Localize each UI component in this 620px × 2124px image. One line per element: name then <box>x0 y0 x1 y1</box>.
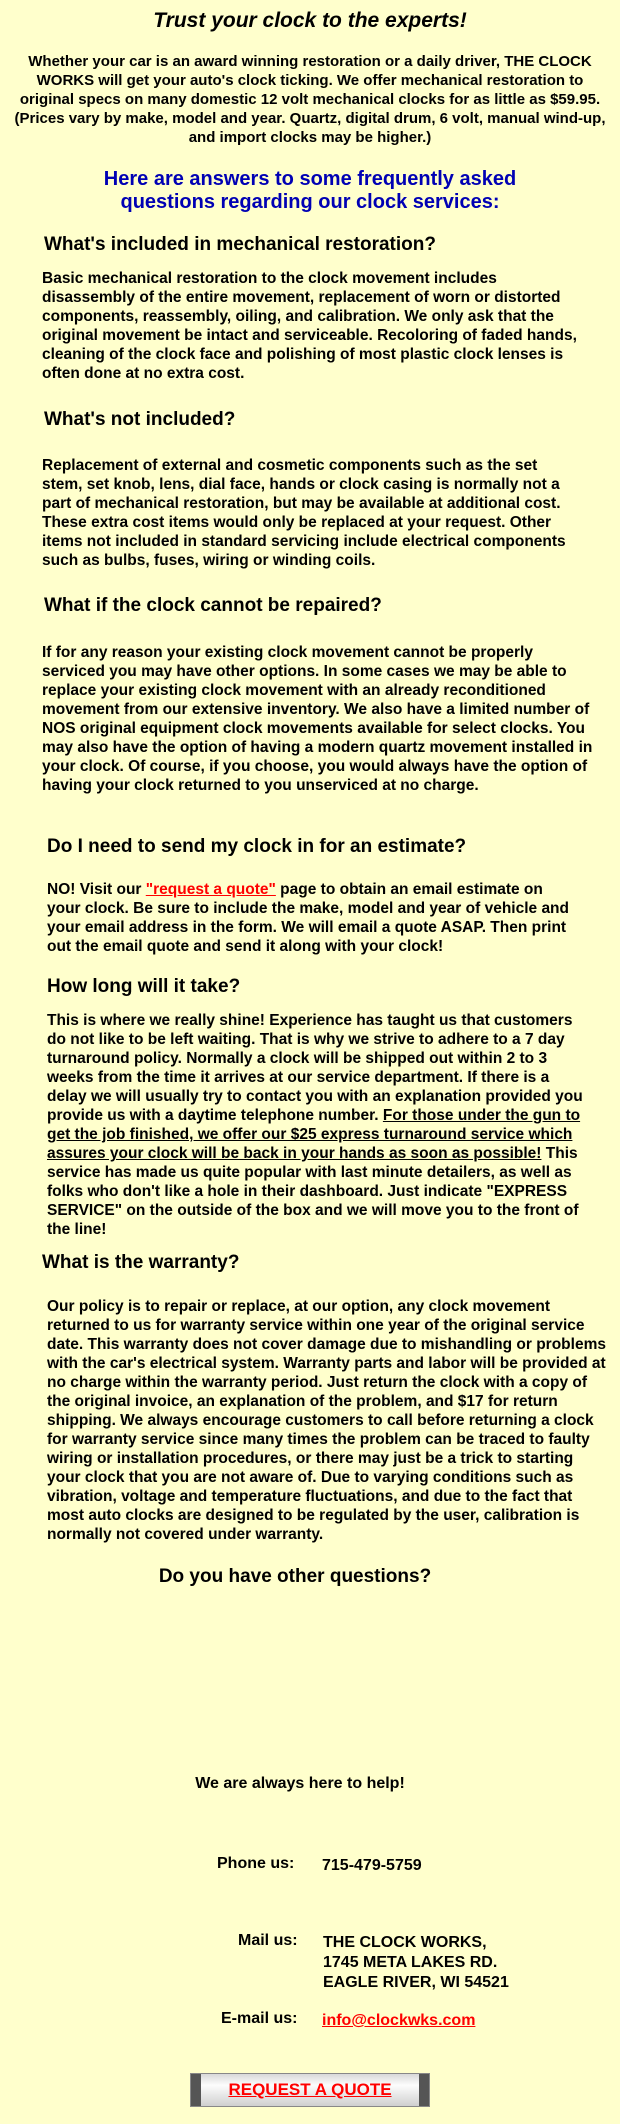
page-title: Trust your clock to the experts! <box>153 9 467 32</box>
email-label: E-mail us: <box>221 2010 298 2027</box>
question-warranty: What is the warranty? <box>42 1252 240 1273</box>
answer-warranty: Our policy is to repair or replace, at our option, any clock movement returned to us for warranty service within one year of the original service date. This warranty does not cover damage due to mishandling or problems with the car's electrical system. Warranty parts and labor will be provided at no charge within the warranty period. Just return the clock with a copy of the original invoice, an explanation of the problem, and $17 for return shipping. We always encourage customers to call before returning a clock for warranty service since many times the problem can be traced to faulty wiring or installation procedures, or there may just be a trick to starting your clock that you are not aware of. Due to varying conditions such as vibration, voltage and temperature fluctuations, and due to the fact that most auto clocks are designed to be regulated by the user, calibration is normally not covered under warranty. <box>47 1298 606 1543</box>
mail-label: Mail us: <box>238 1932 298 1949</box>
question-not-included: What's not included? <box>44 409 236 430</box>
question-estimate: Do I need to send my clock in for an estimate? <box>47 836 467 857</box>
mail-address-line1: THE CLOCK WORKS, <box>323 1934 487 1951</box>
answer-how-long <box>47 1011 592 1239</box>
answer-estimate-pre: NO! Visit our <box>47 881 146 898</box>
answer-estimate-post: page to obtain an email estimate on your clock. Be sure to include the make, model and year of vehicle and your email address in the form. We will email a quote ASAP. Then print out the email quote and send it along with your clock! <box>47 881 569 955</box>
other-questions-heading: Do you have other questions? <box>158 1566 432 1587</box>
intro-text: Whether your car is an award winning restoration or a daily driver, THE CLOCK WORKS will get your auto's clock ticking. We offer mechanical restoration to original specs on many domestic 12 volt mechanical clocks for as little as $59.95. (Prices vary by make, model and year. Quartz, digital drum, 6 volt, manual wind-up, and import clocks may be higher.) <box>14 53 606 146</box>
mail-address-line3: EAGLE RIVER, WI 54521 <box>323 1974 509 1991</box>
answer-how-long-pre: This is where we really shine! Experience has taught us that customers do not like to be left waiting. That is why we strive to adhere to a 7 day turnaround policy. Normally a clock will be shipped out within 2 to 3 weeks from the time it arrives at our service department. If there is a delay we will usually try to contact you with an explanation provided you provide us with a daytime telephone number. <box>47 1012 583 1124</box>
answer-not-included: Replacement of external and cosmetic components such as the set stem, set knob, lens, dial face, hands or clock casing is normally not a part of mechanical restoration, but may be available at additional cost. These extra cost items would only be replaced at your request. Other items not included in standard servicing include electrical components such as bulbs, fuses, wiring or winding coils. <box>42 457 566 569</box>
question-included: What's included in mechanical restoration? <box>44 234 436 255</box>
express-service-note: For those under the gun to get the job finished, we offer our $25 express turnaround service which assures your clock will be back in your hands as soon as possible! <box>47 1107 581 1162</box>
mail-address <box>323 1933 509 1993</box>
answer-estimate <box>47 880 577 956</box>
answer-included: Basic mechanical restoration to the clock movement includes disassembly of the entire movement, replacement of worn or distorted components, reassembly, oiling, and calibration. We only ask that the original movement be intact and serviceable. Recoloring of faded hands, cleaning of the clock face and polishing of most plastic clock lenses is often done at no extra cost. <box>42 270 577 382</box>
email-link[interactable]: info@clockwks.com <box>322 2012 476 2029</box>
question-cannot-repair: What if the clock cannot be repaired? <box>44 595 382 616</box>
mail-address-line2: 1745 META LAKES RD. <box>323 1954 498 1971</box>
question-how-long: How long will it take? <box>47 976 241 997</box>
answer-how-long-post: This service has made us quite popular with last minute detailers, as well as folks who don't like a hole in their dashboard. Just indicate "EXPRESS SERVICE" on the outside of the box and we will move you to the front of the line! <box>47 1145 579 1238</box>
answer-cannot-repair: If for any reason your existing clock movement cannot be properly serviced you may have other options. In some cases we may be able to replace your existing clock movement with an already reconditioned movement from our extensive inventory. We also have a limited number of NOS original equipment clock movements available for select clocks. You may also have the option of having a modern quartz movement installed in your clock. Of course, if you choose, you would always have the option of having your clock returned to you unserviced at no charge. <box>42 644 593 794</box>
always-help-text: We are always here to help! <box>195 1775 405 1792</box>
phone-label: Phone us: <box>217 1855 295 1872</box>
phone-number: 715-479-5759 <box>322 1857 422 1874</box>
request-quote-link[interactable]: "request a quote" <box>145 881 276 898</box>
request-quote-button[interactable]: REQUEST A QUOTE <box>191 2074 429 2106</box>
faq-heading: Here are answers to some frequently asked questions regarding our clock services: <box>103 168 517 213</box>
